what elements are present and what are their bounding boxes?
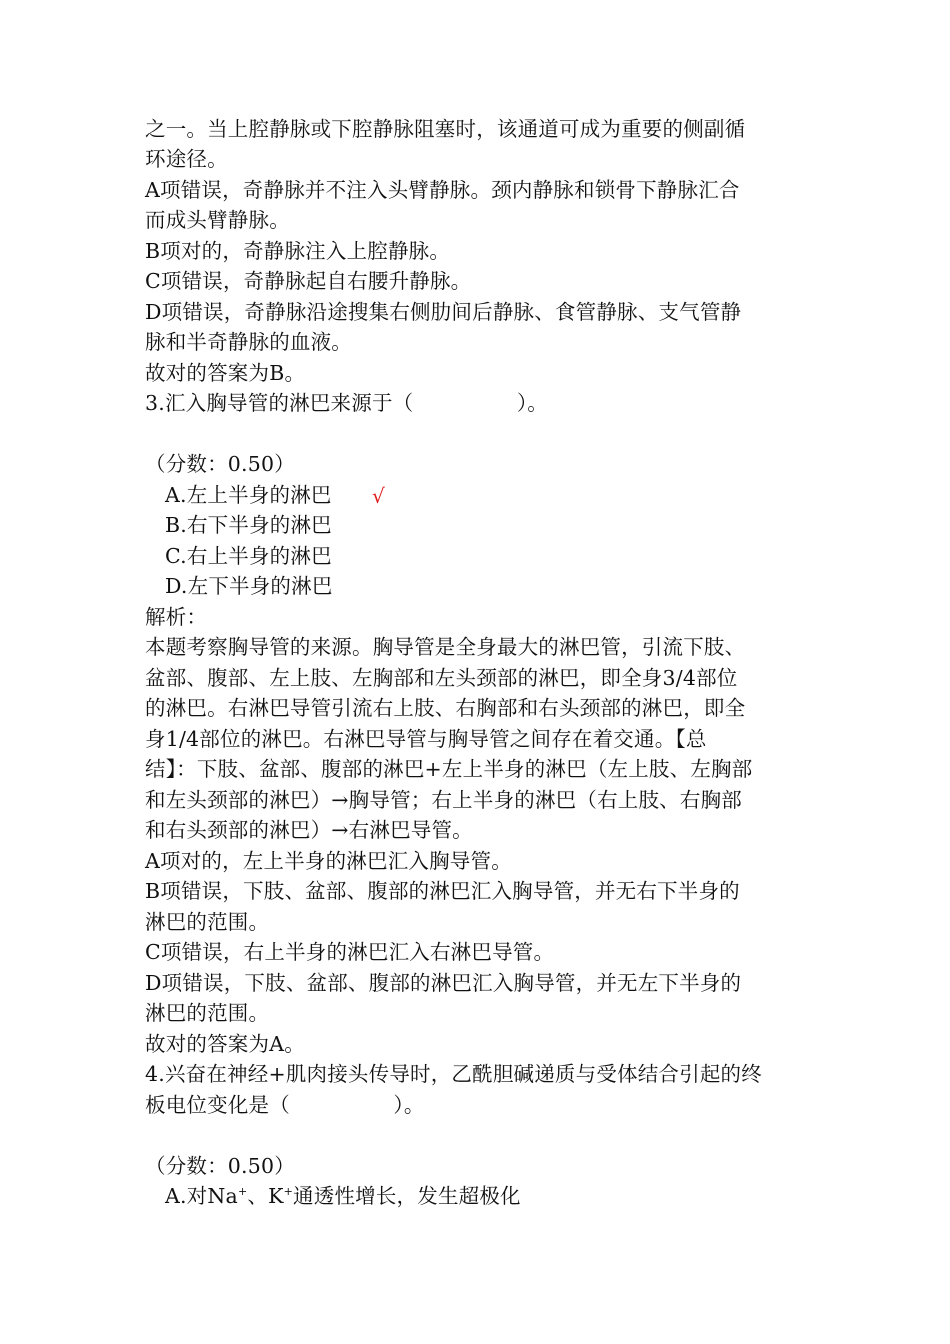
analysis-line: 盆部、腹部、左上肢、左胸部和左头颈部的淋巴，即全身3/4部位 [145, 666, 738, 690]
analysis-line: 的淋巴。右淋巴导管引流右上肢、右胸部和右头颈部的淋巴，即全 [145, 696, 746, 720]
superscript: + [283, 1185, 294, 1199]
option-text: 、K [247, 1184, 284, 1208]
superscript: + [237, 1185, 248, 1199]
analysis-line: 本题考察胸导管的来源。胸导管是全身最大的淋巴管，引流下肢、 [145, 635, 746, 659]
analysis-label: 解析： [145, 605, 208, 629]
option-text: 通透性增长，发生超极化 [293, 1184, 521, 1208]
question-3-option-b: B.右下半身的淋巴 [165, 513, 332, 537]
text-line: 脉和半奇静脉的血液。 [145, 330, 352, 354]
question-3-option-d: D.左下半身的淋巴 [165, 574, 333, 598]
text-line: D项错误，奇静脉沿途搜集右侧肋间后静脉、食管静脉、支气管静 [145, 300, 742, 324]
text-line: 而成头臂静脉。 [145, 208, 290, 232]
analysis-line: 淋巴的范围。 [145, 910, 270, 934]
question-4-option-a [165, 1181, 521, 1211]
analysis-line: B项错误，下肢、盆部、腹部的淋巴汇入胸导管，并无右下半身的 [145, 879, 740, 903]
text-line: 故对的答案为B。 [145, 361, 306, 385]
analysis-line: 结】：下肢、盆部、腹部的淋巴+左上半身的淋巴（左上肢、左胸部 [145, 757, 753, 781]
text-line: 之一。当上腔静脉或下腔静脉阻塞时，该通道可成为重要的侧副循 [145, 117, 746, 141]
analysis-line: 淋巴的范围。 [145, 1001, 270, 1025]
question-4-stem: 4.兴奋在神经+肌肉接头传导时，乙酰胆碱递质与受体结合引起的终 [145, 1062, 762, 1086]
correct-check-icon: √ [372, 484, 385, 508]
analysis-line: 和右头颈部的淋巴）→右淋巴导管。 [145, 818, 473, 842]
question-4-score: （分数：0.50） [145, 1154, 295, 1178]
question-3-option-a: A.左上半身的淋巴 [165, 483, 332, 507]
text-line: B项对的，奇静脉注入上腔静脉。 [145, 239, 451, 263]
question-3-stem: 3.汇入胸导管的淋巴来源于（ ）。 [145, 391, 549, 415]
analysis-line: A项对的，左上半身的淋巴汇入胸导管。 [145, 849, 512, 873]
analysis-line: 身1/4部位的淋巴。右淋巴导管与胸导管之间存在着交通。【总 [145, 727, 707, 751]
text-line: A项错误，奇静脉并不注入头臂静脉。颈内静脉和锁骨下静脉汇合 [145, 178, 740, 202]
question-3-option-c: C.右上半身的淋巴 [165, 544, 332, 568]
question-4-stem: 板电位变化是（ ）。 [145, 1093, 425, 1117]
analysis-line: 和左头颈部的淋巴）→胸导管；右上半身的淋巴（右上肢、右胸部 [145, 788, 742, 812]
analysis-line: D项错误，下肢、盆部、腹部的淋巴汇入胸导管，并无左下半身的 [145, 971, 742, 995]
analysis-line: C项错误，右上半身的淋巴汇入右淋巴导管。 [145, 940, 555, 964]
question-3-score: （分数：0.50） [145, 452, 295, 476]
analysis-line: 故对的答案为A。 [145, 1032, 305, 1056]
text-line: 环途径。 [145, 147, 228, 171]
option-text: A.对Na [165, 1184, 238, 1208]
text-line: C项错误，奇静脉起自右腰升静脉。 [145, 269, 472, 293]
